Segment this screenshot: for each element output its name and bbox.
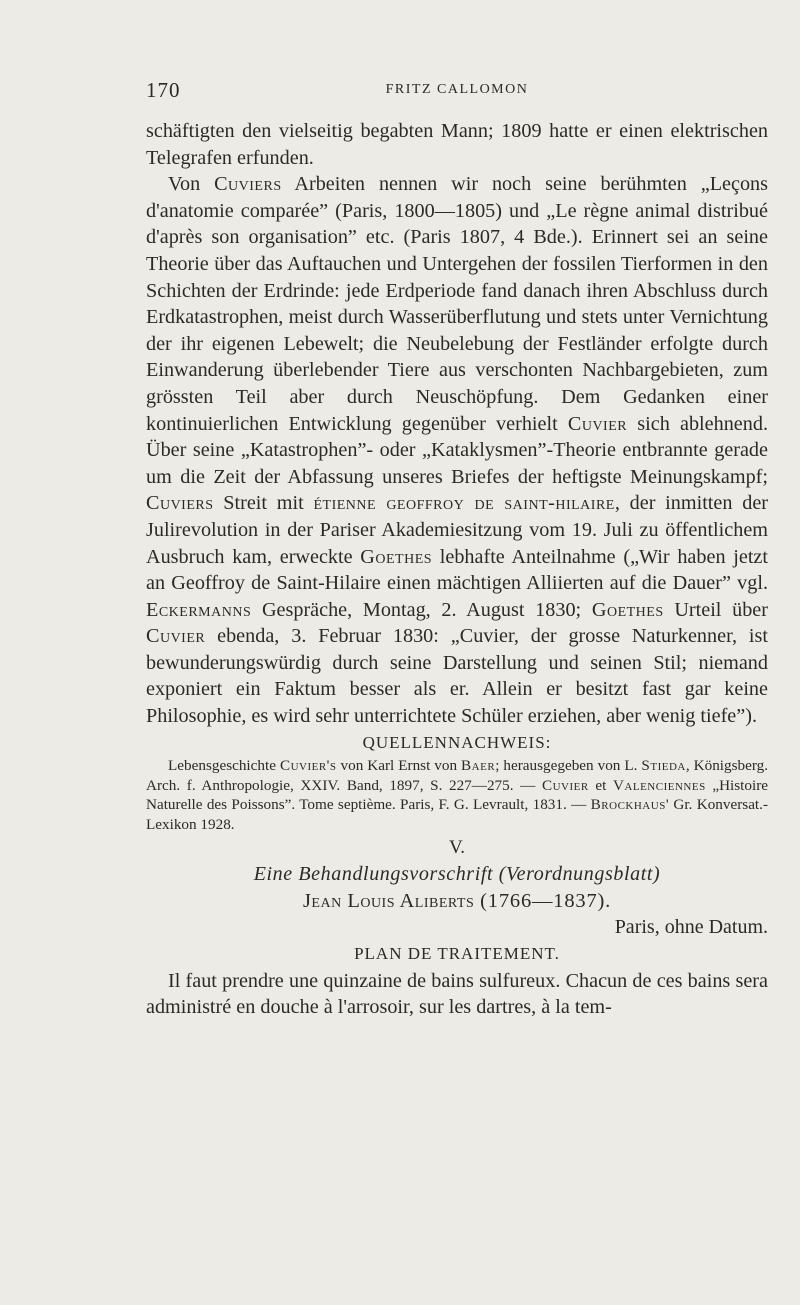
section-author: Jean Louis Aliberts (1766—1837).	[302, 889, 612, 912]
paragraph-2: Von Cuviers Arbeiten nennen wir noch seine berühmten „Leçons d'anatomie comparée” (Paris, 1800—1805) und „Le règne animal distribué d'après son organisation” etc. (Paris 1807, 4 Bde.). Erinnert sei an seine Theorie über das Auftauchen und Untergehen der fossilen Tierformen in den Schichten der Erdrinde: jede Erdperiode fand danach ihren Abschluss durch Erdkatastrophen, meist durch Wasserüberflutung und stets unter Vernichtung der ihr eigenen Lebewelt; die Neubelebung der Festländer erfolgte durch Einwanderung überlebender Tiere aus verschonten Nachbargebieten, zum grössten Teil aber durch Neuschöpfung. Dem Gedanken einer kontinuierlichen Entwicklung gegenüber verhielt Cuvier sich ablehnend. Über seine „Katastrophen”- oder „Kataklysmen”-Theorie entbrannte gerade um die Zeit der Abfassung unseres Briefes der heftigste Meinungskampf; Cuviers Streit mit étienne geoffroy de saint-hilaire, der inmitten der Julirevolution in der Pariser Akademiesitzung vom 19. Juli zu öffentlichem Ausbruch kam, erweckte Goethes lebhafte Anteilnahme („Wir haben jetzt an Geoffroy de Saint-Hilaire einen mächtigen Alliierten auf die Dauer” vgl. Eckermanns Gespräche, Montag, 2. August 1830; Goethes Urteil über Cuvier ebenda, 3. Februar 1830: „Cuvier, der grosse Naturkenner, ist bewunderungswürdig durch seine Darstellung und seinen Stil; niemand exponiert ein Faktum besser als er. Allein er besitzt fast gar keine Philosophie, es wird sehr unterrichtete Schüler erziehen, aber wenig tiefe”).	[146, 173, 769, 728]
section-number: V.	[448, 836, 466, 858]
sources-text: Lebensgeschichte Cuvier's von Karl Ernst von Baer; herausgegeben von L. Stieda, Königsberg. Arch. f. Anthropologie, XXIV. Band, 1897, S. 227—275. — Cuvier et Valenciennes „Histoire Naturelle des Poissons”. Tome septième. Paris, F. G. Levrault, 1831. — Brockhaus' Gr. Konversat.-Lexikon 1928.	[146, 757, 769, 834]
running-head: FRITZ CALLOMON	[385, 82, 529, 97]
plan-heading: PLAN DE TRAITEMENT.	[354, 944, 560, 963]
place-date: Paris, ohne Datum.	[614, 916, 768, 939]
paragraph-1: schäftigten den vielseitig begabten Mann; 1809 hatte er einen elektrischen Telegrafen erfunden.	[146, 120, 768, 169]
page-number: 170	[146, 78, 181, 102]
plan-text: Il faut prendre une quinzaine de bains sulfureux. Chacun de ces bains sera administré en douche à l'arrosoir, sur les dartres, à la tem-	[146, 969, 768, 1019]
main-text	[146, 118, 768, 1021]
sources-heading: QUELLENNACHWEIS:	[362, 732, 552, 752]
section-title: Eine Behandlungsvorschrift (Verordnungsblatt)	[253, 863, 661, 886]
page-header	[146, 78, 768, 102]
